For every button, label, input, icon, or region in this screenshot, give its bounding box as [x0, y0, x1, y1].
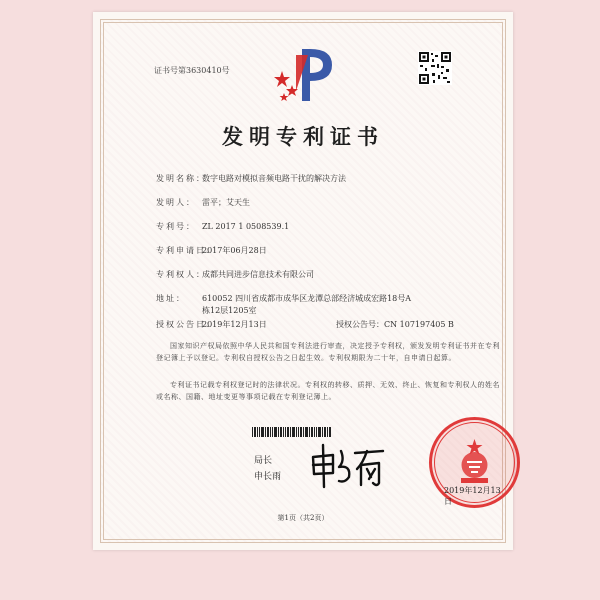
certificate-serial: 证书号第3630410号: [154, 66, 230, 75]
field-label: 发明名称：: [156, 174, 206, 183]
invention-name-row: [156, 173, 346, 184]
field-value: 2017年06月28日: [202, 246, 267, 255]
field-label: 专利号：: [156, 222, 196, 231]
field-label: 发明人：: [156, 198, 196, 207]
notice-paragraph-1: 国家知识产权局依照中华人民共和国专利法进行审查，决定授予专利权，颁发发明专利证书并在专利登记簿上予以登记。专利权自授权公告之日起生效。专利权期限为二十年，自申请日起算。: [156, 342, 500, 362]
field-label: 专利权人：: [156, 270, 206, 279]
field-value: 数字电路对模拟音频电路干扰的解决方法: [202, 174, 346, 183]
page-number: 第1页（共2页）: [277, 514, 329, 522]
field-value: 2019年12月13日: [202, 320, 267, 329]
field-value: CN 107197405 B: [384, 320, 454, 329]
patentee-row: [156, 269, 314, 280]
field-value: 雷平；艾天生: [202, 198, 250, 207]
signer-name: 申长雨: [254, 472, 282, 482]
grant-date-row: [156, 319, 267, 330]
address-line-2: 栋12层1205室: [202, 306, 257, 315]
patent-certificate: [93, 12, 513, 550]
barcode-icon: [252, 427, 332, 437]
field-value: 成都共同进步信息技术有限公司: [202, 270, 314, 279]
qr-code-icon: [418, 51, 452, 85]
field-label: 授权公告号：: [336, 320, 384, 329]
field-label: 专利申请日：: [156, 246, 216, 255]
field-label: 地址：: [156, 294, 186, 303]
field-value: ZL 2017 1 0508539.1: [202, 222, 290, 231]
patent-number-row: [156, 221, 289, 232]
field-value: 610052 四川省成都市成华区龙潭总部经济城成宏路18号A: [202, 294, 412, 303]
field-label: 授权公告日：: [156, 320, 216, 329]
notice-paragraph-2: 专利证书记载专利权登记时的法律状况。专利权的转移、质押、无效、终止、恢复和专利权人的姓名或名称、国籍、地址变更等事项记载在专利登记簿上。: [156, 381, 500, 401]
signer-title: 局长: [254, 456, 273, 466]
certificate-frame: [100, 19, 506, 543]
address-row: [156, 293, 411, 304]
publication-number-row: [336, 319, 454, 330]
inventor-row: [156, 197, 250, 208]
seal-date: 2019年12月13日: [444, 486, 501, 506]
patent-office-logo-icon: [272, 41, 342, 109]
certificate-title: 发明专利证书: [222, 124, 384, 149]
application-date-row: [156, 245, 267, 256]
handwritten-signature-icon: [309, 443, 387, 489]
